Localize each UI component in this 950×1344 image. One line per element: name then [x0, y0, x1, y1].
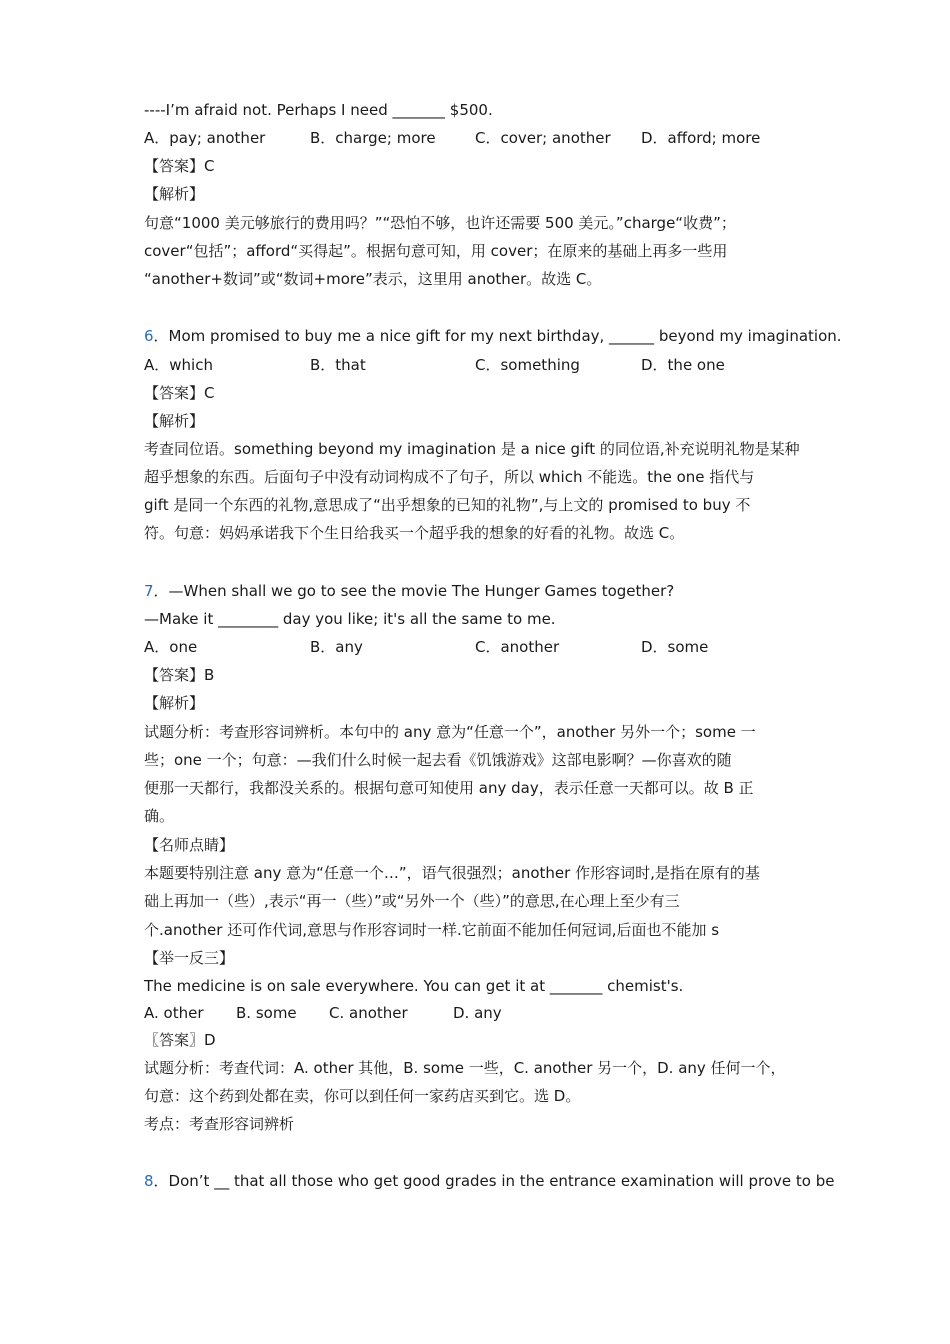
q6-analysis-head: 【解析】: [144, 412, 205, 430]
q6-option-d: D．the one: [641, 356, 725, 374]
q6-stem: [144, 326, 842, 346]
q6-number: 6: [144, 327, 154, 345]
q7-extra-option-d: D. any: [453, 1004, 502, 1022]
q7-extra-answer: 〖答案〗D: [144, 1031, 216, 1049]
q7-tips-line: 本题要特别注意 any 意为“任意一个…”，语气很强烈；another 作形容词时,是指在原有的基: [144, 864, 760, 882]
q7-option-c: C．another: [475, 638, 560, 656]
q5-option-d: D．afford; more: [641, 129, 761, 147]
q8-stem-text: ．Don’t __ that all those who get good grades in the entrance examination will prove to be: [153, 1172, 835, 1190]
q7-analysis-head: 【解析】: [144, 694, 205, 712]
q8-number: 8: [144, 1172, 154, 1190]
q6-analysis-line: 超乎想象的东西。后面句子中没有动词构成不了句子，所以 which 不能选。the one 指代与: [144, 468, 755, 486]
q6-analysis-line: 符。句意：妈妈承诺我下个生日给我买一个超乎我的想象的好看的礼物。故选 C。: [144, 524, 685, 542]
q7-extra-stem: The medicine is on sale everywhere. You can get it at _______ chemist's.: [144, 977, 684, 995]
q5-analysis-head: 【解析】: [144, 185, 205, 203]
q6-option-b: B．that: [310, 356, 366, 374]
q7-extra-analysis-line: 句意：这个药到处都在卖，你可以到任何一家药店买到它。选 D。: [144, 1087, 581, 1105]
q7-extra-point: 考点：考查形容词辨析: [144, 1115, 295, 1133]
q7-stem-reply: —Make it ________ day you like; it's all the same to me.: [144, 610, 556, 628]
q7-extra-option-b: B. some: [236, 1004, 297, 1022]
q7-option-d: D．some: [641, 638, 709, 656]
q7-extra-analysis-line: 试题分析：考查代词：A. other 其他，B. some 一些，C. another 另一个，D. any 任何一个，: [144, 1059, 786, 1077]
q6-analysis-line: 考查同位语。something beyond my imagination 是 a nice gift 的同位语,补充说明礼物是某种: [144, 440, 800, 458]
q7-analysis-line: 确。: [144, 807, 175, 825]
q7-extra-option-a: A. other: [144, 1004, 204, 1022]
q7-extra-head: 【举一反三】: [144, 949, 235, 967]
q7-stem: [144, 581, 674, 601]
q7-tips-head: 【名师点睛】: [144, 836, 235, 854]
q5-analysis-line: cover“包括”；afford“买得起”。根据句意可知，用 cover；在原来的基础上再多一些用: [144, 242, 728, 260]
q6-analysis-line: gift 是同一个东西的礼物,意思成了“出乎想象的已知的礼物”,与上文的 promised to buy 不: [144, 496, 751, 514]
q5-analysis-line: 句意“1000 美元够旅行的费用吗？”“恐怕不够，也许还需要 500 美元。”charge“收费”；: [144, 214, 736, 232]
q7-stem-text: ．—When shall we go to see the movie The Hunger Games together?: [153, 582, 675, 600]
q7-analysis-line: 些；one 一个；句意：—我们什么时候一起去看《饥饿游戏》这部电影啊？—你喜欢的随: [144, 751, 732, 769]
q7-option-a: A．one: [144, 638, 198, 656]
q7-number: 7: [144, 582, 154, 600]
q5-option-c: C．cover; another: [475, 129, 611, 147]
q5-analysis-line: “another+数词”或“数词+more”表示，这里用 another。故选 C。: [144, 270, 602, 288]
q5-answer: 【答案】C: [144, 157, 215, 175]
q7-tips-line: 础上再加一（些）,表示“再一（些）”或“另外一个（些）”的意思,在心理上至少有三: [144, 892, 680, 910]
q6-option-c: C．something: [475, 356, 580, 374]
q6-answer: 【答案】C: [144, 384, 215, 402]
q7-analysis-line: 试题分析：考查形容词辨析。本句中的 any 意为“任意一个”，another 另外一个；some 一: [144, 723, 756, 741]
q7-analysis-line: 便那一天都行，我都没关系的。根据句意可知使用 any day，表示任意一天都可以。故 B 正: [144, 779, 754, 797]
q7-extra-option-c: C. another: [329, 1004, 408, 1022]
q6-option-a: A．which: [144, 356, 213, 374]
q5-stem-cont: ----I’m afraid not. Perhaps I need _______ $500.: [144, 101, 493, 119]
q5-option-a: A．pay; another: [144, 129, 266, 147]
q7-answer: 【答案】B: [144, 666, 215, 684]
q7-option-b: B．any: [310, 638, 363, 656]
q5-option-b: B．charge; more: [310, 129, 436, 147]
q7-tips-line: 个.another 还可作代词,意思与作形容词时一样.它前面不能加任何冠词,后面也不能加 s: [144, 921, 720, 939]
q8-stem: [144, 1171, 834, 1191]
q6-stem-text: ．Mom promised to buy me a nice gift for my next birthday, ______ beyond my imagination.: [153, 327, 842, 345]
